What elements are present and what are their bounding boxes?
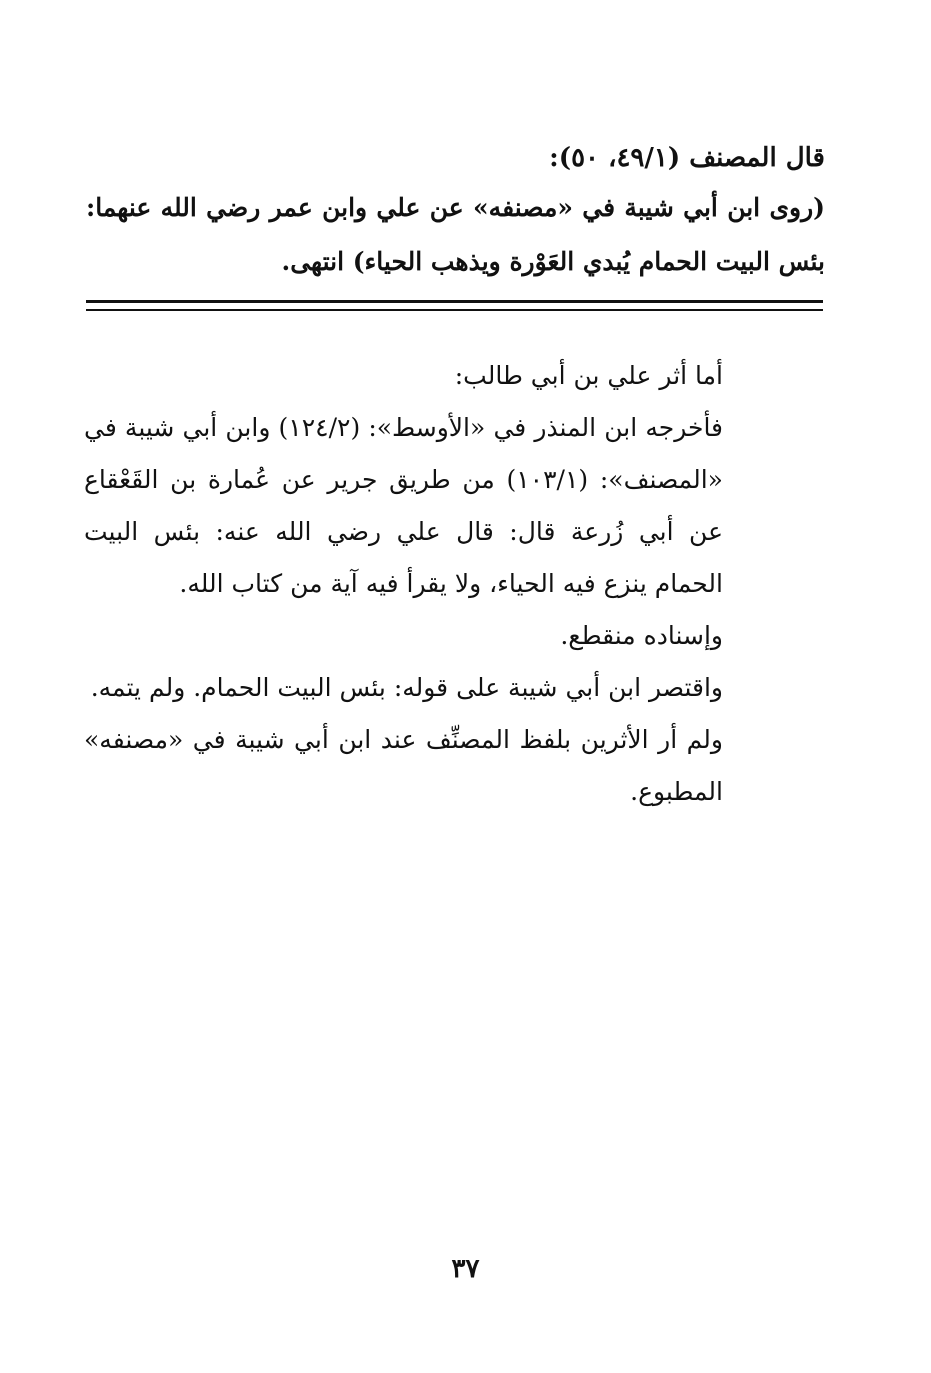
commentary-body bbox=[84, 350, 723, 818]
paragraph: واقتصر ابن أبي شيبة على قوله: بئس البيت الحمام. ولم يتمه. bbox=[90, 673, 723, 702]
divider-thin bbox=[86, 309, 823, 311]
quoted-text: (روى ابن أبي شيبة في «مصنفه» عن علي وابن عمر رضي الله عنهما: بئس البيت الحمام يُبدي العَوْرة ويذهب الحياء) انتهى. bbox=[86, 193, 825, 276]
paragraph: فأخرجه ابن المنذر في «الأوسط»: (١٢٤/٢) وابن أبي شيبة في «المصنف»: (١٠٣/١) من طريق جرير عن عُمارة بن القَعْقاع عن أبي زُرعة قال: قال علي رضي الله عنه: بئس البيت الحمام ينزع فيه الحياء، ولا يقرأ فيه آية من كتاب الله. bbox=[84, 413, 724, 598]
divider-thick bbox=[86, 300, 823, 303]
page-number: ٣٧ bbox=[451, 1254, 480, 1284]
paragraph: أما أثر علي بن أبي طالب: bbox=[454, 361, 723, 390]
paragraph: وإسناده منقطع. bbox=[560, 621, 723, 650]
paragraph: ولم أر الأثرين بلفظ المصنِّف عند ابن أبي شيبة في «مصنفه» المطبوع. bbox=[84, 725, 723, 806]
section-heading: قال المصنف (٤٩/١، ٥٠): bbox=[549, 143, 825, 173]
